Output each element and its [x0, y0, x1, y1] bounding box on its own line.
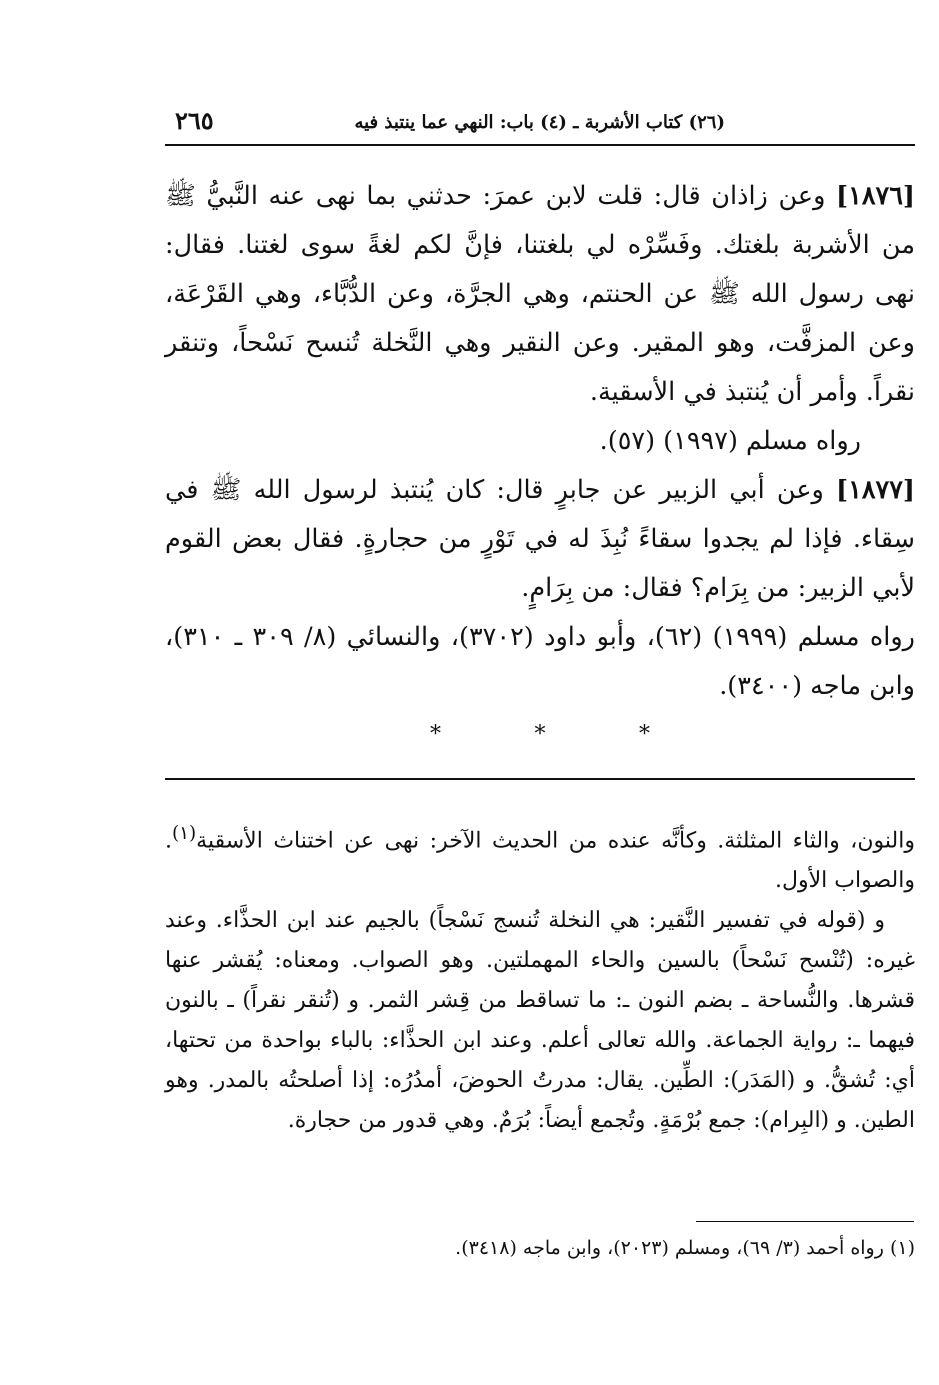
footnote-rule — [696, 1221, 914, 1222]
star: * — [534, 722, 546, 747]
footnote-ref[interactable]: (١) — [172, 823, 197, 844]
hadith-text: وعن زاذان قال: قلت لابن عمرَ: حدثني بما نهى عنه النَّبيُّ ﷺ من الأشربة بلغتك. وفَسِّرْه لي بلغتنا، فإنَّ لكم لغةً سوى لغتنا. فقال: نهى رسول الله ﷺ عن الحنتم، وهي الجرَّة، وعن الدُّبَّاء، وهي القَرْعَة، وعن المزفَّت، وهو المقير. وعن النقير وهي النَّخلة تُنسح نَسْحاً، وتنقر نقراً. وأمر أن يُنتبذ في الأسقية. — [165, 181, 915, 407]
commentary-text: والنون، والثاء المثلثة. وكأنَّه عنده من الحديث الآخر: نهى عن اختناث الأسقية — [196, 828, 915, 854]
commentary-text: . والصواب الأول. — [165, 828, 915, 894]
hadith-1877-source: رواه مسلم (١٩٩٩) (٦٢)، وأبو داود (٣٧٠٢)، والنسائي (٨/ ٣٠٩ ـ ٣١٠)، وابن ماجه (٣٤٠٠). — [165, 622, 915, 701]
hadith-text: وعن أبي الزبير عن جابرٍ قال: كان يُنتبذ لرسول الله ﷺ في سِقاء. فإذا لم يجدوا سقاءً نُبِذَ له في تَوْرٍ من حجارةٍ. فقال بعض القوم لأبي الزبير: من بِرَام؟ فقال: من بِرَامٍ. — [165, 475, 915, 603]
running-title: (٢٦) كتاب الأشربة ـ (٤) باب: النهي عما ينتبذ فيه — [354, 112, 725, 133]
page-header — [165, 104, 915, 146]
hadith-1876-source: رواه مسلم (١٩٩٧) (٥٧). — [599, 426, 861, 456]
hadith-1876 — [165, 172, 915, 417]
page-number: ٢٦٥ — [175, 106, 214, 135]
hadith-number: [١٨٧٦] — [836, 181, 915, 211]
hadith-number: [١٨٧٧] — [836, 475, 915, 505]
commentary-divider — [165, 778, 915, 780]
section-stars — [430, 722, 650, 747]
footnote: (١) رواه أحمد (٣/ ٦٩)، ومسلم (٢٠٢٣)، وابن ماجه (٣٤١٨). — [455, 1237, 915, 1259]
commentary-para-1 — [165, 814, 915, 901]
hadith-1877 — [165, 466, 915, 613]
commentary-para-2: و (قوله في تفسير النَّقير: هي النخلة تُنسج نَسْجاً) بالجيم عند ابن الحذَّاء. وعند غيره: (تُنْسح نَسْحاً) بالسين والحاء المهملتين. وهو الصواب. ومعناه: يُقشر عنها قشرها. والنُّساحة ـ بضم النون ـ: ما تساقط من قِشر الثمر. و (تُنقر نقراً) ـ بالنون فيهما ـ: رواية الجماعة. والله تعالى أعلم. وعند ابن الحذَّاء: بالباء بواحدة من تحتها، أي: تُشقُّ. و (المَدَر): الطِّين. يقال: مدرتُ الحوضَ، أمدُرُه: إذا أصلحتُه بالمدر. وهو الطين. و (البِرام): جمع بُرْمَةٍ. وتُجمع أيضاً: بُرَمٌ. وهي قدور من حجارة. — [165, 908, 915, 1134]
main-text — [165, 172, 915, 711]
commentary — [165, 814, 915, 1141]
star: * — [430, 722, 441, 747]
star: * — [639, 722, 650, 747]
